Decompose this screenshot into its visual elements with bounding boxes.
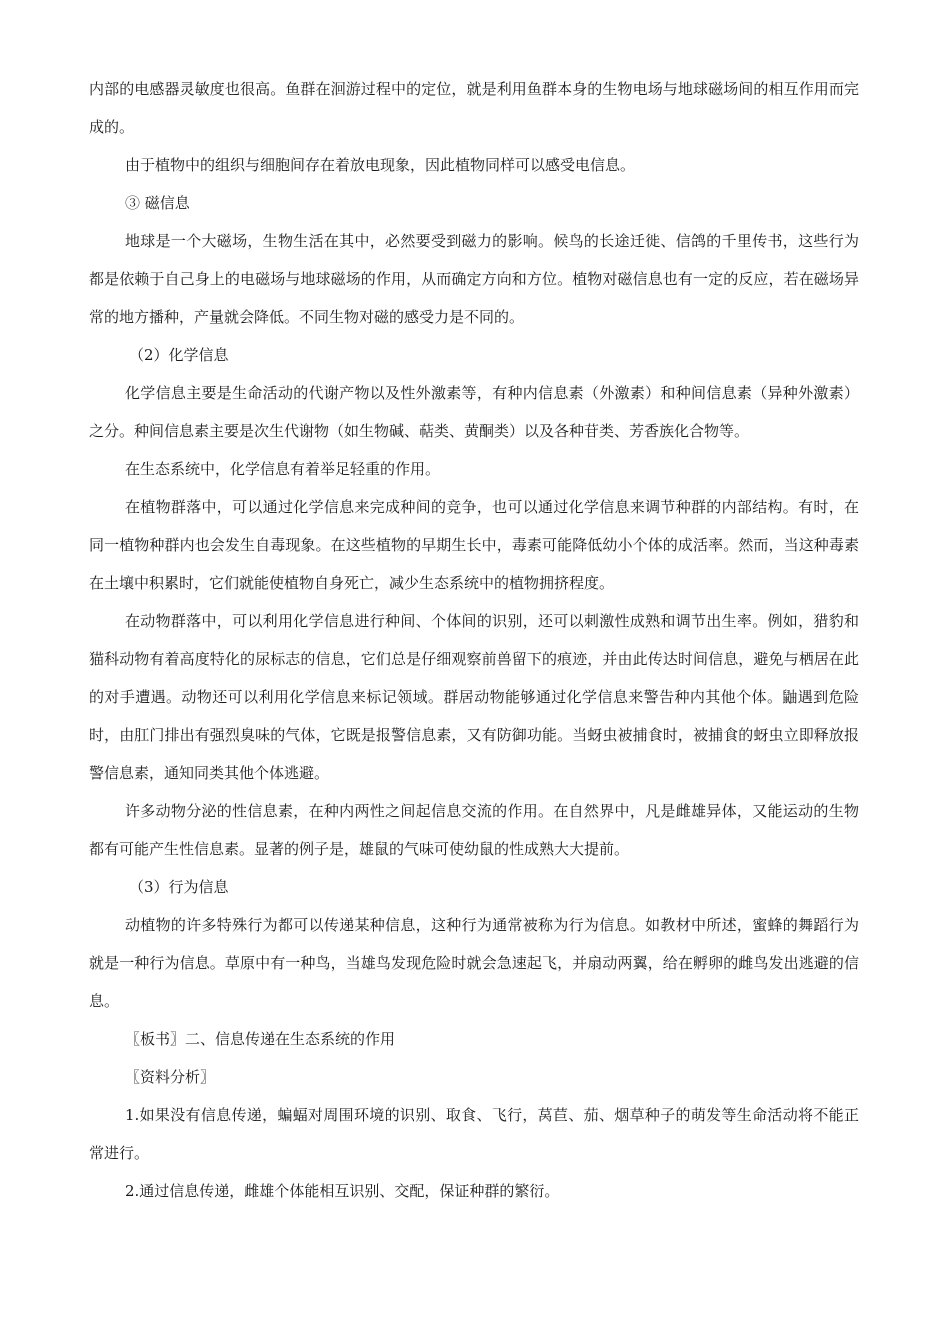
section-heading-magnetic: ③ 磁信息 — [125, 194, 190, 212]
document-body — [89, 70, 859, 1210]
paragraph-plant-electric: 由于植物中的组织与细胞间存在着放电现象，因此植物同样可以感受电信息。 — [125, 156, 636, 174]
blackboard-heading: 〖板书〗二、信息传递在生态系统的作用 — [125, 1030, 396, 1048]
paragraph-sex-pheromone: 许多动物分泌的性信息素，在种内两性之间起信息交流的作用。在自然界中，凡是雌雄异体，又能运动的生物都有可能产生性信息素。显著的例子是，雄鼠的气味可使幼鼠的性成熟大大提前。 — [89, 802, 859, 858]
section-heading-behavior: （3）行为信息 — [129, 878, 229, 896]
analysis-item-2: 2.通过信息传递，雌雄个体能相互识别、交配，保证种群的繁衍。 — [125, 1182, 560, 1200]
paragraph-animal-community: 在动物群落中，可以利用化学信息进行种间、个体间的识别，还可以刺激性成熟和调节出生率。例如，猎豹和猫科动物有着高度特化的尿标志的信息，它们总是仔细观察前兽留下的痕迹，并由此传达时间信息，避免与栖居在此的对手遭遇。动物还可以利用化学信息来标记领域。群居动物能够通过化学信息来警告种内其他个体。鼬遇到危险时，由肛门排出有强烈臭味的气体，它既是报警信息素，又有防御功能。当蚜虫被捕食时，被捕食的蚜虫立即释放报警信息素，通知同类其他个体逃避。 — [89, 612, 859, 782]
analysis-item-1: 1.如果没有信息传递，蝙蝠对周围环境的识别、取食、飞行，莴苣、茄、烟草种子的萌发等生命活动将不能正常进行。 — [89, 1106, 859, 1162]
paragraph-magnetic-info: 地球是一个大磁场，生物生活在其中，必然要受到磁力的影响。候鸟的长途迁徙、信鸽的千里传书，这些行为都是依赖于自己身上的电磁场与地球磁场的作用，从而确定方向和方位。植物对磁信息也有一定的反应，若在磁场异常的地方播种，产量就会降低。不同生物对磁的感受力是不同的。 — [89, 232, 859, 326]
paragraph-chemical-definition: 化学信息主要是生命活动的代谢产物以及性外激素等，有种内信息素（外激素）和种间信息素（异种外激素）之分。种间信息素主要是次生代谢物（如生物碱、萜类、黄酮类）以及各种苷类、芳香族化合物等。 — [89, 384, 859, 440]
paragraph-chemical-importance: 在生态系统中，化学信息有着举足轻重的作用。 — [125, 460, 441, 478]
paragraph-plant-community: 在植物群落中，可以通过化学信息来完成种间的竞争，也可以通过化学信息来调节种群的内部结构。有时，在同一植物种群内也会发生自毒现象。在这些植物的早期生长中，毒素可能降低幼小个体的成活率。然而，当这种毒素在土壤中积累时，它们就能使植物自身死亡，减少生态系统中的植物拥挤程度。 — [89, 498, 859, 592]
paragraph-electric-fish: 内部的电感器灵敏度也很高。鱼群在洄游过程中的定位，就是利用鱼群本身的生物电场与地球磁场间的相互作用而完成的。 — [89, 80, 859, 136]
paragraph-behavior-info: 动植物的许多特殊行为都可以传递某种信息，这种行为通常被称为行为信息。如教材中所述，蜜蜂的舞蹈行为就是一种行为信息。草原中有一种鸟，当雄鸟发现危险时就会急速起飞，并扇动两翼，给在孵卵的雌鸟发出逃避的信息。 — [89, 916, 859, 1010]
material-analysis-heading: 〖资料分析〗 — [125, 1068, 216, 1086]
section-heading-chemical: （2）化学信息 — [129, 346, 229, 364]
